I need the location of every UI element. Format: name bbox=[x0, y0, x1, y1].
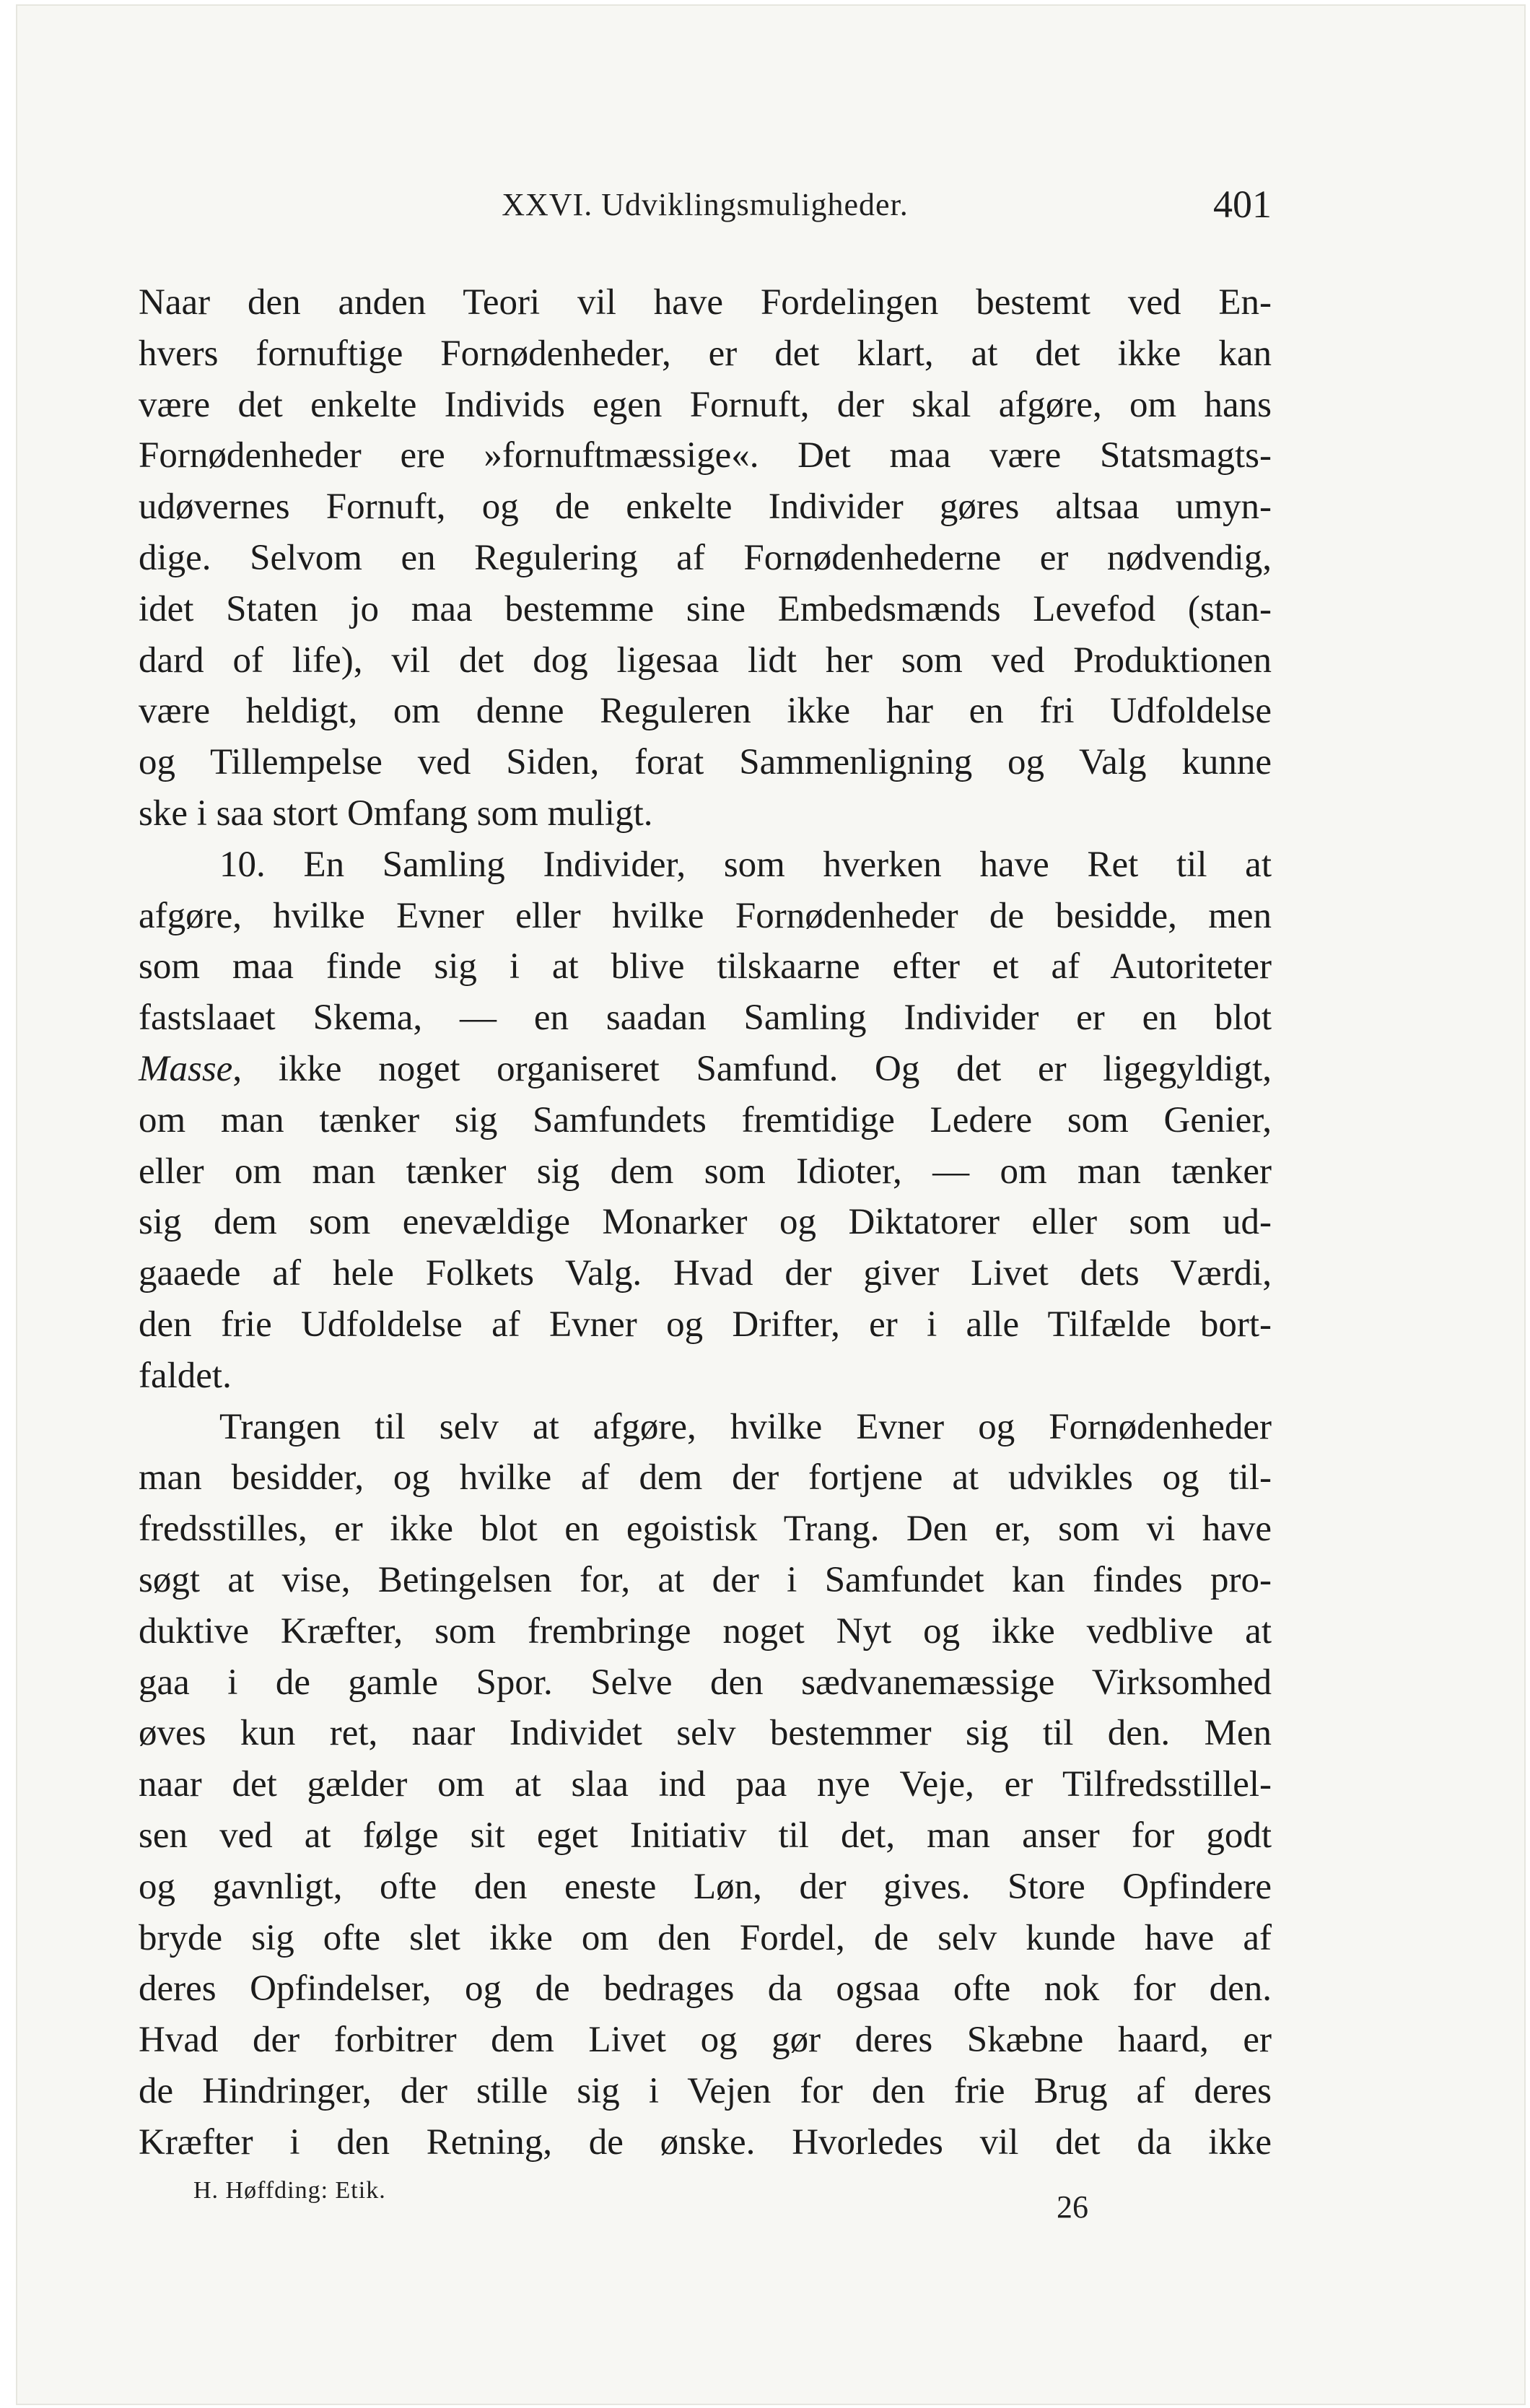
emphasized-word: Masse bbox=[139, 1048, 233, 1089]
text-line-content: Fornødenheder ere »fornuftmæssige«. Det maa være Statsmagts- bbox=[139, 435, 1272, 476]
text-line bbox=[139, 277, 1272, 328]
text-line-content: man besidder, og hvilke af dem der fortjene at udvikles og til- bbox=[139, 1457, 1272, 1499]
text-line-content: sig dem som enevældige Monarker og Diktatorer eller som ud- bbox=[139, 1202, 1272, 1243]
text-line bbox=[139, 481, 1272, 533]
text-line bbox=[139, 737, 1272, 788]
text-line bbox=[139, 1810, 1272, 1862]
text-line bbox=[139, 1759, 1272, 1810]
text-line-content: være det enkelte Individs egen Fornuft, der skal afgøre, om hans bbox=[139, 384, 1272, 425]
book-page bbox=[16, 4, 1526, 2405]
text-line bbox=[139, 1657, 1272, 1709]
text-line-content: idet Staten jo maa bestemme sine Embedsmænds Levefod (stan- bbox=[139, 588, 1272, 629]
text-line bbox=[139, 1351, 1272, 1402]
text-line bbox=[139, 1555, 1272, 1606]
page-header bbox=[139, 183, 1272, 244]
text-line bbox=[139, 891, 1272, 942]
text-line-content: dard of life), vil det dog ligesaa lidt her som ved Produktionen bbox=[139, 640, 1272, 681]
running-title: XXVI. Udviklingsmuligheder. bbox=[502, 187, 909, 222]
text-line-content: gaa i de gamle Spor. Selve den sædvanemæssige Virksomhed bbox=[139, 1662, 1272, 1703]
page-number: 401 bbox=[1213, 183, 1272, 226]
text-line-content: dige. Selvom en Regulering af Fornødenhederne er nødvendig, bbox=[139, 537, 1272, 578]
text-line-content: Trangen til selv at afgøre, hvilke Evner og Fornødenheder bbox=[219, 1406, 1272, 1447]
text-line bbox=[139, 584, 1272, 635]
text-line bbox=[139, 2015, 1272, 2066]
text-line-content: afgøre, hvilke Evner eller hvilke Fornødenheder de besidde, men bbox=[139, 895, 1272, 936]
text-line bbox=[139, 1606, 1272, 1657]
text-line-content: 10. En Samling Individer, som hverken have Ret til at bbox=[219, 844, 1272, 885]
text-line-content: hvers fornuftige Fornødenheder, er det klart, at det ikke kan bbox=[139, 333, 1272, 374]
text-line bbox=[139, 788, 1272, 839]
text-line bbox=[139, 1708, 1272, 1759]
text-line-content: naar det gælder om at slaa ind paa nye Veje, er Tilfredsstillel- bbox=[139, 1764, 1272, 1805]
text-line bbox=[139, 1197, 1272, 1248]
text-line bbox=[139, 839, 1272, 891]
text-line bbox=[139, 1963, 1272, 2015]
text-line bbox=[139, 1504, 1272, 1555]
text-line-content: som maa finde sig i at blive tilskaarne efter et af Autoriteter bbox=[139, 946, 1272, 987]
text-line bbox=[139, 941, 1272, 993]
text-line bbox=[139, 1299, 1272, 1351]
text-line-content: faldet. bbox=[139, 1355, 232, 1396]
text-line bbox=[139, 2066, 1272, 2117]
text-line-content: udøvernes Fornuft, og de enkelte Individer gøres altsaa umyn- bbox=[139, 487, 1272, 528]
text-line-content: øves kun ret, naar Individet selv bestemmer sig til den. Men bbox=[139, 1713, 1272, 1754]
text-line-content: sen ved at følge sit eget Initiativ til det, man anser for godt bbox=[139, 1815, 1272, 1856]
text-line bbox=[139, 1095, 1272, 1146]
text-line-content: og gavnligt, ofte den eneste Løn, der gives. Store Opfindere bbox=[139, 1866, 1272, 1907]
text-line-content: bryde sig ofte slet ikke om den Fordel, de selv kunde have af bbox=[139, 1917, 1272, 1958]
signature-mark: 26 bbox=[1057, 2189, 1088, 2225]
text-line bbox=[139, 1044, 1272, 1095]
text-line bbox=[139, 1146, 1272, 1198]
text-line bbox=[139, 1402, 1272, 1453]
text-line bbox=[139, 1452, 1272, 1504]
text-line bbox=[139, 635, 1272, 686]
text-line-content: de Hindringer, der stille sig i Vejen for den frie Brug af deres bbox=[139, 2070, 1272, 2111]
text-line-content: ske i saa stort Omfang som muligt. bbox=[139, 793, 653, 834]
text-line-content: deres Opfindelser, og de bedrages da ogsaa ofte nok for den. bbox=[139, 1968, 1272, 2010]
text-line-content: Kræfter i den Retning, de ønske. Hvorledes vil det da ikke bbox=[139, 2121, 1272, 2163]
text-line bbox=[139, 533, 1272, 584]
text-line-content: den frie Udfoldelse af Evner og Drifter, er i alle Tilfælde bort- bbox=[139, 1304, 1272, 1345]
text-line bbox=[139, 993, 1272, 1044]
footer-author-title: H. Høffding: Etik. bbox=[193, 2177, 386, 2204]
text-line bbox=[139, 2117, 1272, 2168]
text-line-content: duktive Kræfter, som frembringe noget Nyt og ikke vedblive at bbox=[139, 1610, 1272, 1652]
text-line-content: og Tillempelse ved Siden, forat Sammenligning og Valg kunne bbox=[139, 742, 1272, 783]
text-line-content: Hvad der forbitrer dem Livet og gør deres Skæbne haard, er bbox=[139, 2020, 1272, 2061]
text-line-content: gaaede af hele Folkets Valg. Hvad der giver Livet dets Værdi, bbox=[139, 1253, 1272, 1294]
text-line-content: være heldigt, om denne Reguleren ikke har en fri Udfoldelse bbox=[139, 691, 1272, 732]
text-line-content: , ikke noget organiseret Samfund. Og det er ligegyldigt, bbox=[232, 1048, 1272, 1089]
text-line-content: Naar den anden Teori vil have Fordelingen bestemt ved En- bbox=[139, 282, 1272, 323]
text-line-content: eller om man tænker sig dem som Idioter, — om man tænker bbox=[139, 1151, 1272, 1192]
text-line bbox=[139, 686, 1272, 737]
body-text bbox=[139, 277, 1272, 2168]
text-line-content: fredsstilles, er ikke blot en egoistisk Trang. Den er, som vi have bbox=[139, 1509, 1272, 1550]
text-line bbox=[139, 430, 1272, 481]
text-line bbox=[139, 328, 1272, 380]
text-line-content: søgt at vise, Betingelsen for, at der i Samfundet kan findes pro- bbox=[139, 1559, 1272, 1600]
text-line bbox=[139, 1862, 1272, 1913]
text-line-content: fastslaaet Skema, — en saadan Samling Individer er en blot bbox=[139, 998, 1272, 1039]
text-line bbox=[139, 1248, 1272, 1299]
text-line bbox=[139, 380, 1272, 431]
text-line-content: om man tænker sig Samfundets fremtidige Ledere som Genier, bbox=[139, 1099, 1272, 1140]
text-line bbox=[139, 1913, 1272, 1964]
